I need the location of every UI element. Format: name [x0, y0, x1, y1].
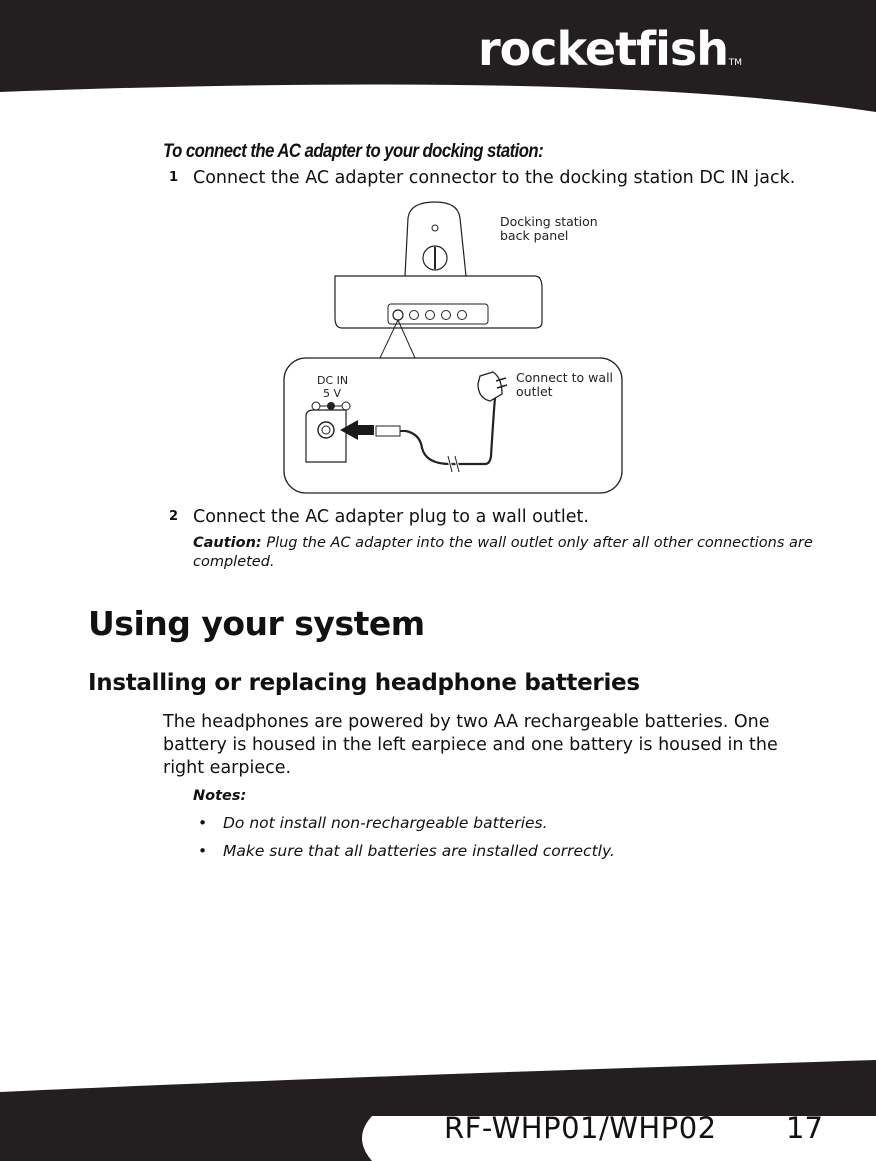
label-back-panel-line2: back panel: [500, 228, 569, 243]
connection-diagram: [280, 198, 625, 498]
label-wall-outlet-line2: outlet: [516, 384, 553, 399]
label-back-panel-line1: Docking station: [500, 214, 598, 229]
step-number: 1: [169, 170, 179, 185]
label-wall-outlet-line1: Connect to wall: [516, 370, 614, 385]
section-subtitle: Installing or replacing headphone batteries: [88, 670, 640, 696]
diagram-drawing: [280, 198, 625, 498]
notes-label: Notes:: [193, 788, 247, 804]
step-text: Connect the AC adapter connector to the docking station DC IN jack.: [193, 168, 796, 188]
step-text: Connect the AC adapter plug to a wall outlet.: [193, 507, 589, 527]
label-5v: 5 V: [323, 387, 342, 400]
brand-logo: rocketfish: [477, 22, 728, 76]
note-text: Make sure that all batteries are installed correctly.: [223, 842, 615, 860]
section-title: Using your system: [88, 604, 425, 643]
bullet-icon: •: [198, 842, 208, 860]
caution-note: [193, 534, 833, 572]
procedure-heading: To connect the AC adapter to your docking station:: [163, 141, 544, 162]
caution-text: Plug the AC adapter into the wall outlet only after all other connections are completed.: [193, 535, 813, 570]
bullet-icon: •: [198, 814, 208, 832]
battery-paragraph: The headphones are powered by two AA rechargeable batteries. One battery is housed in the left earpiece and one battery is housed in the right earpiece.: [163, 712, 778, 778]
note-text: Do not install non-rechargeable batteries.: [223, 814, 548, 832]
label-back-panel: [500, 215, 598, 243]
header-band: [0, 0, 876, 120]
label-dc-in: DC IN: [317, 374, 349, 387]
page-number: 17: [786, 1111, 823, 1145]
label-wall-outlet: [516, 371, 613, 399]
brand-trademark: TM: [728, 58, 742, 68]
footer-band: [0, 1060, 876, 1161]
caution-label: Caution:: [193, 535, 262, 551]
model-number: RF-WHP01/WHP02: [444, 1111, 717, 1145]
step-number: 2: [169, 509, 179, 524]
